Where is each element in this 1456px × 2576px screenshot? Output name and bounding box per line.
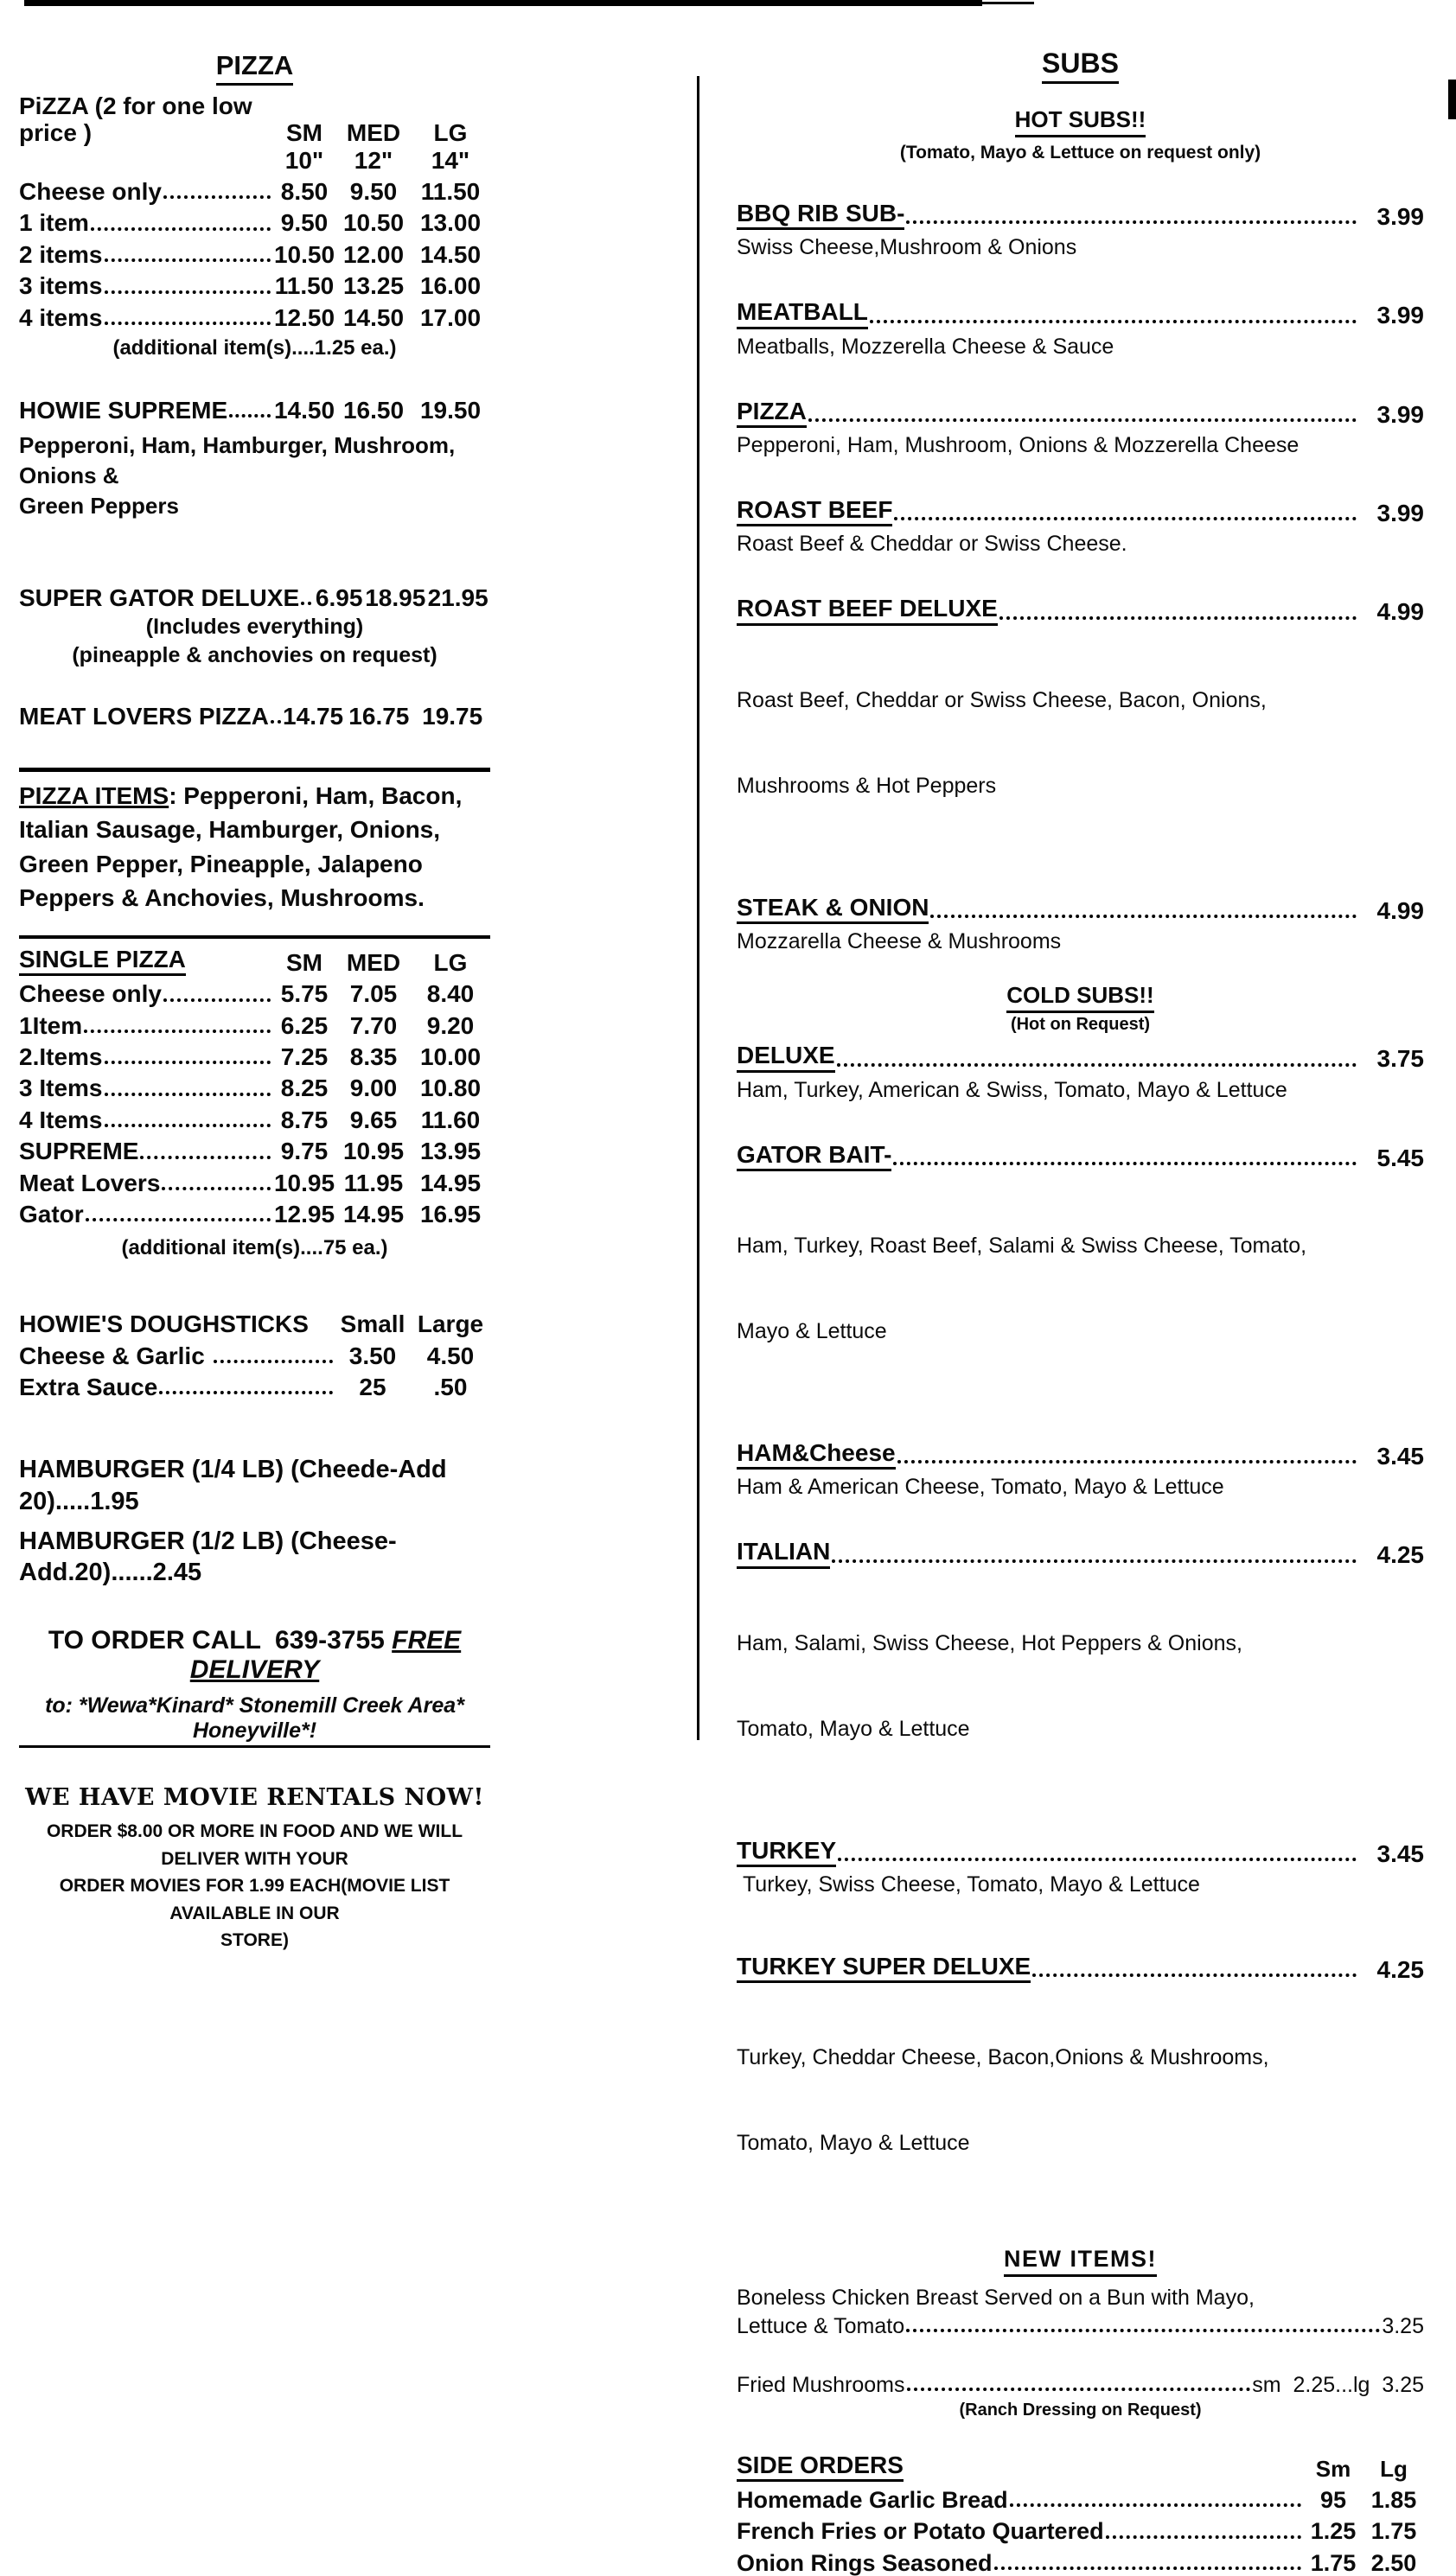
item-name: PIZZA	[737, 398, 807, 428]
cold-subs-note: (Hot on Request)	[1010, 1015, 1151, 1035]
item-name: 1Item	[19, 1011, 83, 1039]
price-lg: 19.50	[419, 396, 482, 424]
dot-leader	[930, 915, 1357, 918]
price-lg: 11.50	[420, 178, 481, 206]
dot-leader	[214, 1360, 333, 1363]
menu-item-bbq-rib	[737, 200, 1424, 262]
item-name: Lettuce & Tomato	[737, 2313, 905, 2338]
item-name: 2.Items	[19, 1043, 103, 1071]
price-lg: 11.60	[420, 1106, 481, 1133]
price-row	[737, 496, 1424, 526]
item-name: Cheese only	[19, 178, 162, 206]
price-row	[737, 1439, 1424, 1470]
dot-leader	[105, 1093, 271, 1096]
movie-rentals-detail: ORDER MOVIES FOR 1.99 EACH(MOVIE LIST AVAILABLE IN OUR	[59, 1876, 450, 1923]
column-header-lg: LG	[433, 119, 468, 147]
price-med: 18.95	[365, 583, 426, 611]
price-row	[737, 595, 1424, 625]
item-description	[19, 430, 490, 521]
price-med: 9.65	[349, 1106, 398, 1133]
price-med: 8.35	[349, 1043, 398, 1071]
price-sm: 1.25	[1310, 2518, 1357, 2545]
price-row	[19, 1106, 490, 1133]
price-med: 13.25	[342, 272, 405, 300]
price-row-howie-supreme	[19, 397, 490, 424]
pizza-items-paragraph	[19, 779, 490, 915]
description-line: Tomato, Mayo & Lettuce	[737, 1716, 970, 1741]
price-sm: 14.50	[273, 396, 335, 424]
price-row	[737, 1538, 1424, 1568]
price-row	[19, 1138, 490, 1164]
item-description: Meatballs, Mozzerella Cheese & Sauce	[737, 334, 1114, 359]
dot-leader	[271, 720, 281, 724]
size-header-10in: 10"	[284, 146, 324, 174]
price-sm: 12.50	[273, 303, 335, 331]
order-phone-text: TO ORDER CALL 639-3755	[48, 1626, 393, 1655]
price-sm: 8.25	[280, 1074, 329, 1102]
price-row	[19, 1043, 490, 1070]
price-med: 14.95	[342, 1200, 405, 1227]
scan-artifact-line	[24, 0, 982, 6]
request-note: (pineapple & anchovies on request)	[72, 642, 437, 667]
item-price: 3.99	[1376, 500, 1424, 527]
dot-leader	[159, 1391, 333, 1394]
description-line: Ham, Salami, Swiss Cheese, Hot Peppers & Onions,	[737, 1630, 1242, 1655]
item-name: TURKEY SUPER DELUXE	[737, 1953, 1031, 1983]
price-sm: 6.25	[280, 1011, 329, 1039]
includes-note: (Includes everything)	[145, 614, 364, 639]
description-line: Tomato, Mayo & Lettuce	[737, 2131, 970, 2156]
price-lg: 9.20	[426, 1011, 475, 1039]
subs-section-header	[737, 48, 1424, 84]
price-sm: 10.50	[273, 240, 335, 268]
price-sm: 5.75	[280, 980, 329, 1008]
size-header-14in: 14"	[431, 146, 470, 174]
price-sm: 8.50	[280, 178, 329, 206]
item-name: 1 item	[19, 209, 89, 237]
item-name: 4 Items	[19, 1106, 103, 1133]
description-line: Pepperoni, Ham, Hamburger, Mushroom, Onions &	[19, 432, 456, 489]
menu-item-roast-beef	[737, 496, 1424, 558]
price-sm: 6.95	[315, 583, 363, 611]
item-name: STEAK & ONION	[737, 894, 929, 924]
item-name: SUPREME	[19, 1138, 139, 1165]
dot-leader	[838, 1858, 1357, 1861]
dot-leader	[870, 320, 1357, 323]
movie-rentals-headline: WE HAVE MOVIE RENTALS NOW!	[25, 1784, 484, 1812]
hamburger-line: HAMBURGER (1/2 LB) (Cheese-Add.20)......2.45	[19, 1527, 397, 1587]
dot-leader	[105, 1061, 271, 1064]
additional-items-note: (additional item(s)....1.25 ea.)	[112, 335, 397, 360]
price-med: 16.75	[348, 702, 410, 730]
price-row	[737, 2550, 1424, 2576]
menu-item-deluxe	[737, 1042, 1424, 1104]
price-row-meat-lovers	[19, 703, 490, 730]
item-description: Ham & American Cheese, Tomato, Mayo & Lettuce	[737, 1475, 1224, 1500]
side-orders-label: SIDE ORDERS	[737, 2452, 904, 2482]
item-price: 4.25	[1376, 1541, 1424, 1569]
price-sm: 12.95	[273, 1200, 335, 1227]
price-row	[19, 1201, 490, 1227]
price-row	[19, 1012, 490, 1039]
price-row	[737, 2487, 1424, 2513]
menu-item-italian	[737, 1538, 1424, 1800]
price-med: 11.95	[343, 1169, 404, 1196]
cold-subs-label: COLD SUBS!!	[1006, 982, 1153, 1013]
pizza-column	[19, 50, 490, 1954]
price-lg: 16.00	[419, 272, 482, 300]
price-row	[737, 2518, 1424, 2544]
dot-leader	[837, 1063, 1357, 1067]
single-pizza-header-row	[19, 946, 490, 976]
ranch-dressing-note: (Ranch Dressing on Request)	[959, 2400, 1202, 2420]
price-med: 7.05	[349, 980, 398, 1008]
price-sm: 14.75	[283, 702, 344, 730]
column-header-sm: Sm	[1315, 2456, 1351, 2483]
item-name: SUPER GATOR DELUXE	[19, 583, 300, 611]
doughsticks-header-row	[19, 1310, 490, 1337]
movie-rentals-detail: STORE)	[220, 1930, 289, 1951]
item-name: ROAST BEEF	[737, 496, 892, 526]
item-price: 3.75	[1376, 1045, 1424, 1073]
hot-subs-note: (Tomato, Mayo & Lettuce on request only)	[899, 143, 1261, 163]
menu-item-meatball	[737, 298, 1424, 360]
dot-leader	[1010, 2503, 1301, 2507]
price-lg: 16.95	[419, 1200, 482, 1227]
item-name: Meat Lovers	[19, 1169, 161, 1196]
item-name: Homemade Garlic Bread	[737, 2487, 1008, 2514]
dot-leader	[301, 602, 311, 605]
price-med: 12.00	[342, 240, 405, 268]
item-price: 3.45	[1376, 1840, 1424, 1867]
single-pizza-label: SINGLE PIZZA	[19, 946, 186, 976]
column-header-small: Small	[340, 1310, 406, 1338]
price-row	[19, 1342, 490, 1369]
item-price: 3.99	[1376, 400, 1424, 428]
price-row	[737, 1837, 1424, 1867]
dot-leader	[893, 1162, 1357, 1165]
item-name: 3 Items	[19, 1074, 103, 1102]
price-sm: 9.75	[280, 1138, 329, 1165]
combo-header-row	[19, 92, 490, 147]
dot-leader	[808, 418, 1357, 422]
price-row	[737, 398, 1424, 428]
price-med: 10.50	[342, 209, 405, 237]
order-call-line	[19, 1626, 490, 1685]
price-lg: 14.50	[419, 240, 482, 268]
delivery-areas-text: to: *Wewa*Kinard* Stonemill Creek Area* Honeyville*!	[19, 1693, 490, 1748]
new-items-label: NEW ITEMS!	[1004, 2246, 1157, 2277]
price-row	[737, 1042, 1424, 1072]
item-description: Pepperoni, Ham, Mushroom, Onions & Mozzerella Cheese	[737, 433, 1300, 458]
column-header-large: Large	[417, 1310, 484, 1338]
item-price: 5.45	[1376, 1144, 1424, 1171]
column-header-lg: LG	[433, 948, 468, 976]
subs-title: SUBS	[1042, 48, 1119, 84]
item-price: 3.25	[1382, 2313, 1424, 2338]
item-name: 2 items	[19, 240, 103, 268]
dot-leader	[86, 1218, 271, 1221]
dot-leader	[229, 414, 271, 418]
description-line: Turkey, Cheddar Cheese, Bacon,Onions & Mushrooms,	[737, 2045, 1269, 2070]
dot-leader	[105, 258, 271, 262]
price-small: 3.50	[348, 1342, 397, 1369]
price-med: 16.50	[342, 396, 405, 424]
item-name: HOWIE SUPREME	[19, 396, 228, 424]
item-description	[737, 1986, 1424, 2215]
dot-leader	[105, 290, 271, 294]
dot-leader	[832, 1559, 1357, 1563]
price-row	[737, 1953, 1424, 1983]
doughsticks-label: HOWIE'S DOUGHSTICKS	[19, 1310, 309, 1338]
combo-size-row	[19, 147, 490, 174]
item-name: Cheese & Garlic	[19, 1342, 212, 1369]
size-header-12in: 12"	[354, 146, 393, 174]
price-lg: 1.85	[1370, 2487, 1417, 2514]
description-line: Roast Beef, Cheddar or Swiss Cheese, Bacon, Onions,	[737, 687, 1267, 712]
dot-leader	[1032, 1973, 1357, 1977]
side-orders-header-row	[737, 2452, 1424, 2482]
dot-leader	[162, 1187, 271, 1190]
price-small: 25	[359, 1373, 386, 1400]
additional-items-note: (additional item(s)....75 ea.)	[121, 1236, 388, 1260]
price-row	[19, 209, 490, 236]
item-name: 4 items	[19, 303, 103, 331]
price-row	[19, 980, 490, 1007]
column-divider-line	[697, 76, 699, 1740]
item-description: Turkey, Swiss Cheese, Tomato, Mayo & Lettuce	[737, 1871, 1200, 1897]
item-name: HAM&Cheese	[737, 1439, 896, 1470]
item-name: TURKEY	[737, 1837, 836, 1867]
price-sm: 1.75	[1310, 2549, 1357, 2576]
item-name: BBQ RIB SUB-	[737, 200, 904, 230]
price-row-fried-mushrooms	[737, 2373, 1424, 2397]
price-sm: 9.50	[280, 209, 329, 237]
price-sm: 10.95	[273, 1169, 335, 1196]
column-header-med: MED	[346, 119, 401, 147]
menu-item-turkey	[737, 1837, 1424, 1899]
price-row	[737, 894, 1424, 924]
item-price: 3.99	[1376, 203, 1424, 230]
item-name: Cheese only	[19, 980, 162, 1008]
item-description: Roast Beef & Cheddar or Swiss Cheese.	[737, 532, 1127, 557]
menu-item-roast-beef-deluxe	[737, 595, 1424, 857]
price-med: 7.70	[349, 1011, 398, 1039]
new-items-header	[737, 2246, 1424, 2277]
hamburger-line: HAMBURGER (1/4 LB) (Cheede-Add 20).....1.95	[19, 1456, 447, 1515]
dot-leader	[84, 1030, 271, 1033]
description-line: Mushrooms & Hot Peppers	[737, 773, 997, 798]
item-price: sm 2.25...lg 3.25	[1252, 2372, 1424, 2397]
column-header-sm: SM	[286, 948, 322, 976]
pizza-items-label: PIZZA ITEMS	[19, 782, 169, 810]
item-name: Extra Sauce	[19, 1373, 158, 1400]
column-header-sm: SM	[286, 119, 322, 147]
dot-leader	[999, 616, 1357, 620]
price-sm: 11.50	[274, 272, 335, 300]
item-name: 3 items	[19, 272, 103, 300]
chicken-sandwich-line: Boneless Chicken Breast Served on a Bun with Mayo,	[737, 2286, 1255, 2311]
price-sm: 8.75	[280, 1106, 329, 1133]
menu-item-ham-cheese	[737, 1439, 1424, 1502]
item-price: 4.99	[1376, 896, 1424, 924]
scan-artifact-mark	[1448, 80, 1456, 119]
menu-item-pizza-sub	[737, 398, 1424, 460]
price-lg: 10.00	[419, 1043, 482, 1071]
item-name: GATOR BAIT-	[737, 1141, 891, 1171]
price-row	[19, 1170, 490, 1196]
item-name: MEAT LOVERS PIZZA	[19, 702, 269, 730]
menu-item-gator-bait	[737, 1141, 1424, 1403]
price-lg: 10.80	[419, 1074, 482, 1102]
item-name: MEATBALL	[737, 298, 868, 328]
dot-leader	[91, 227, 271, 231]
dot-leader	[906, 2329, 1380, 2332]
dot-leader	[105, 322, 271, 325]
pizza-section-header	[19, 50, 490, 86]
price-row	[19, 178, 490, 205]
price-lg: 13.95	[419, 1138, 482, 1165]
item-name: Fried Mushrooms	[737, 2372, 905, 2397]
free-delivery-text: FREE DELIVERY	[189, 1626, 462, 1685]
price-row	[19, 1374, 490, 1400]
item-price: 4.25	[1376, 1955, 1424, 1983]
delivery-areas-line	[19, 1693, 490, 1748]
item-price: 4.99	[1376, 598, 1424, 626]
item-description: Swiss Cheese,Mushroom & Onions	[737, 235, 1077, 260]
item-description	[737, 629, 1424, 858]
pizza-items-text: : Pepperoni, Ham, Bacon, Italian Sausage, Hamburger, Onions, Green Pepper, Pineapple, Jalapeno Peppers & Anchovies, Mushrooms.	[19, 782, 463, 911]
description-line: Green Peppers	[19, 493, 179, 520]
price-row	[19, 304, 490, 331]
price-row	[19, 241, 490, 268]
menu-item-turkey-super-deluxe	[737, 1953, 1424, 2215]
item-name: Onion Rings Seasoned	[737, 2549, 993, 2576]
combo-deal-label: PiZZA (2 for one low price )	[19, 92, 252, 147]
price-lg: 8.40	[426, 980, 475, 1008]
price-row	[737, 1141, 1424, 1171]
column-header-med: MED	[346, 948, 401, 976]
dot-leader	[163, 998, 271, 1002]
dot-leader	[163, 195, 271, 199]
subs-column	[737, 48, 1424, 2576]
cold-subs-header	[737, 982, 1424, 1013]
price-row	[19, 1074, 490, 1101]
item-description	[737, 1572, 1424, 1801]
menu-item-steak-onion	[737, 894, 1424, 956]
dot-leader	[906, 220, 1357, 224]
hot-subs-label: HOT SUBS!!	[1015, 106, 1146, 137]
section-rule	[19, 768, 490, 772]
column-header-lg: Lg	[1380, 2456, 1408, 2483]
item-price: 3.45	[1376, 1442, 1424, 1470]
price-row	[737, 298, 1424, 328]
price-row	[737, 200, 1424, 230]
section-rule	[19, 935, 490, 939]
price-row-super-gator	[19, 584, 490, 611]
price-lg: 17.00	[419, 303, 482, 331]
price-med: 9.00	[349, 1074, 398, 1102]
dot-leader	[1106, 2535, 1301, 2539]
price-row-chicken	[737, 2314, 1424, 2338]
price-lg: 13.00	[419, 209, 482, 237]
price-lg: 14.95	[419, 1169, 482, 1196]
dot-leader	[140, 1156, 271, 1159]
price-med: 10.95	[342, 1138, 405, 1165]
description-line: Mayo & Lettuce	[737, 1318, 887, 1343]
dot-leader	[105, 1124, 271, 1127]
price-lg: 19.75	[422, 702, 483, 730]
price-lg: 21.95	[427, 583, 489, 611]
hot-subs-header	[737, 106, 1424, 137]
item-name: French Fries or Potato Quartered	[737, 2518, 1104, 2545]
item-description: Ham, Turkey, American & Swiss, Tomato, Mayo & Lettuce	[737, 1077, 1287, 1102]
item-name: DELUXE	[737, 1042, 835, 1072]
item-description	[737, 1175, 1424, 1403]
pizza-title: PIZZA	[216, 50, 294, 86]
price-sm: 7.25	[280, 1043, 329, 1071]
price-sm: 95	[1319, 2487, 1347, 2514]
item-price: 3.99	[1376, 302, 1424, 329]
price-lg: 2.50	[1370, 2549, 1417, 2576]
movie-rentals-detail: ORDER $8.00 OR MORE IN FOOD AND WE WILL DELIVER WITH YOUR	[46, 1821, 463, 1869]
price-large: .50	[433, 1373, 468, 1400]
scan-artifact-line	[982, 2, 1034, 4]
dot-leader	[897, 1460, 1357, 1463]
dot-leader	[907, 2388, 1251, 2391]
dot-leader	[894, 517, 1357, 520]
item-description: Mozzarella Cheese & Mushrooms	[737, 929, 1062, 954]
item-name: ROAST BEEF DELUXE	[737, 595, 998, 625]
item-name: ITALIAN	[737, 1538, 830, 1568]
price-row	[19, 272, 490, 299]
price-large: 4.50	[426, 1342, 475, 1369]
description-line: Ham, Turkey, Roast Beef, Salami & Swiss Cheese, Tomato,	[737, 1233, 1307, 1258]
price-med: 14.50	[342, 303, 405, 331]
price-lg: 1.75	[1370, 2518, 1417, 2545]
dot-leader	[994, 2566, 1301, 2570]
price-med: 9.50	[349, 178, 398, 206]
item-name: Gator	[19, 1200, 84, 1227]
